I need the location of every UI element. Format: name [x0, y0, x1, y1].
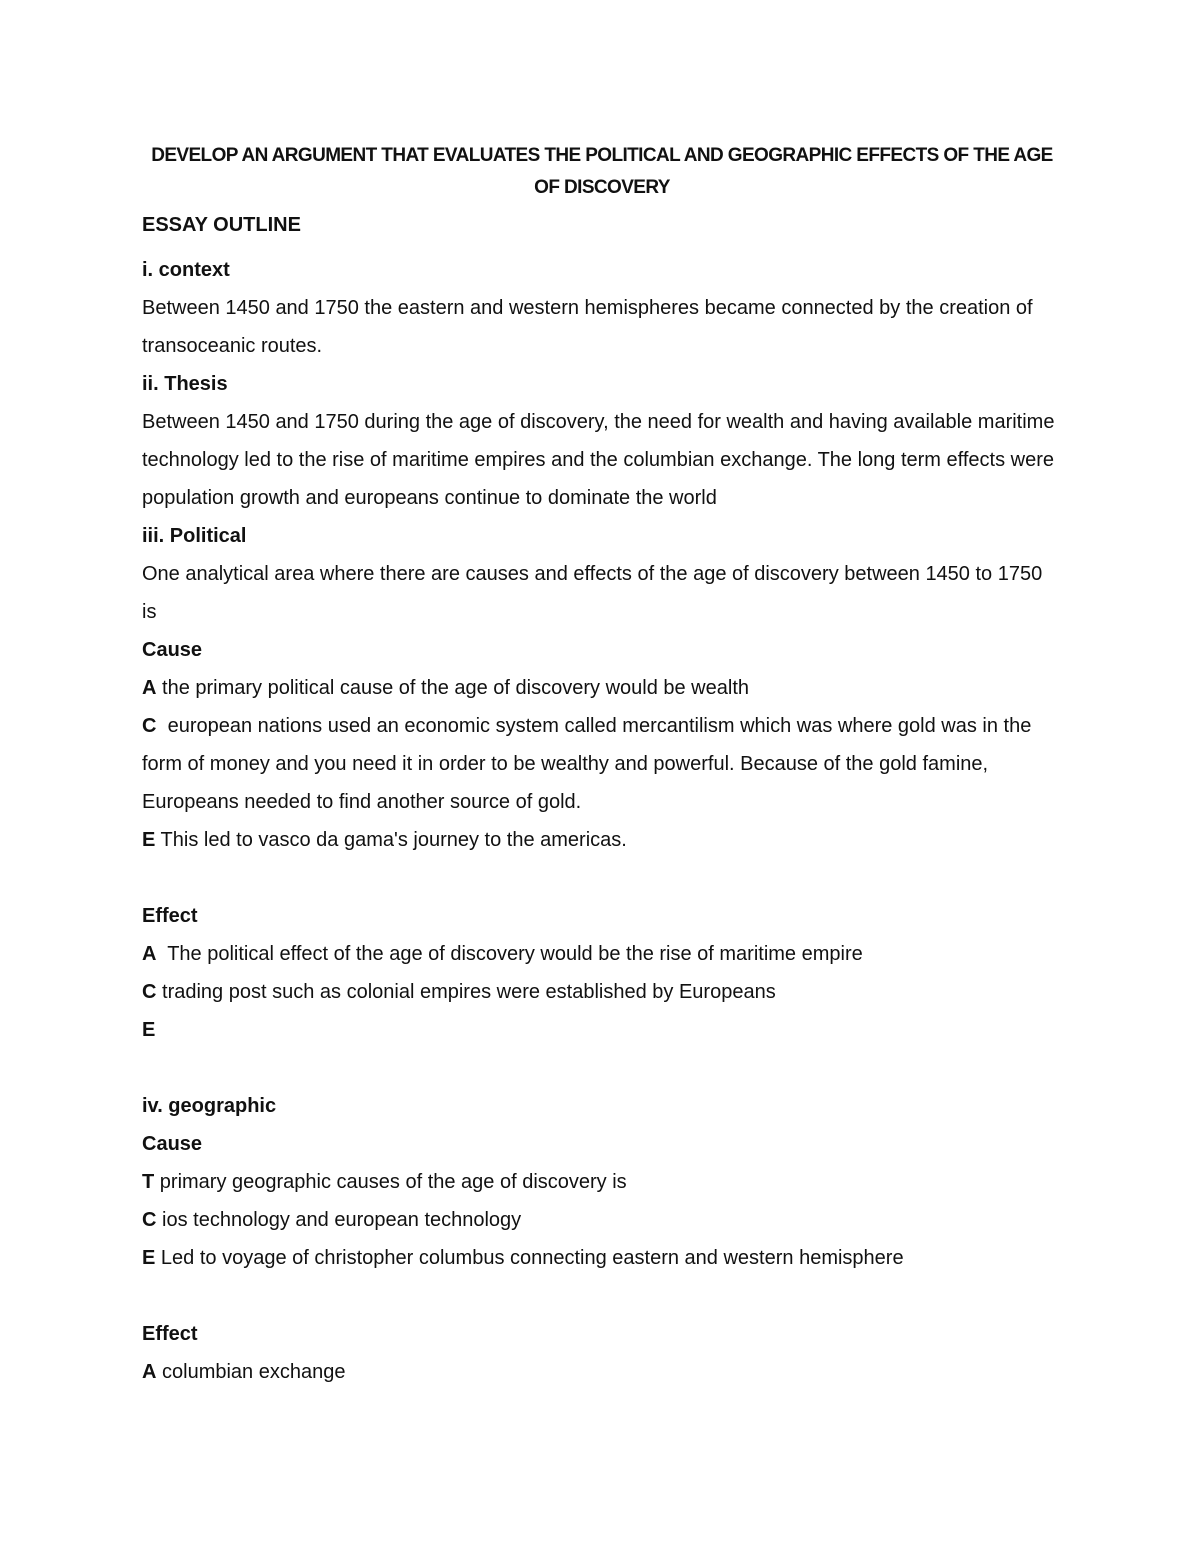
outline-heading: ESSAY OUTLINE — [142, 214, 301, 236]
geographic-effect-heading: Effect — [142, 1323, 198, 1345]
political-cause-heading: Cause — [142, 639, 203, 661]
geographic-cause-e — [142, 1239, 1062, 1277]
blank-line — [142, 859, 1062, 897]
item-text: Led to voyage of christopher columbus connecting eastern and western hemisphere — [160, 1247, 904, 1269]
item-letter: C — [142, 1209, 157, 1231]
political-cause-c — [142, 707, 1062, 821]
item-letter: E — [142, 829, 156, 851]
geographic-cause-c — [142, 1201, 1062, 1239]
item-letter: E — [142, 1019, 156, 1041]
geographic-effect-a — [142, 1353, 1062, 1391]
political-effect-e — [142, 1011, 1062, 1049]
political-cause-e — [142, 821, 1062, 859]
political-heading: iii. Political — [142, 525, 247, 547]
context-text: Between 1450 and 1750 the eastern and western hemispheres became connected by the creation of transoceanic routes. — [142, 297, 1033, 357]
item-letter: A — [142, 677, 157, 699]
political-effect-c — [142, 973, 1062, 1011]
item-text: columbian exchange — [162, 1361, 346, 1383]
political-text: One analytical area where there are causes and effects of the age of discovery between 1450 to 1750 is — [142, 563, 1043, 623]
blank-line — [142, 1277, 1062, 1315]
item-letter: A — [142, 1361, 157, 1383]
item-letter: C — [142, 981, 157, 1003]
item-text: The political effect of the age of discovery would be the rise of maritime empire — [167, 943, 863, 965]
context-heading: i. context — [142, 259, 230, 281]
document-page — [142, 140, 1062, 1391]
item-text: primary geographic causes of the age of discovery is — [159, 1171, 627, 1193]
item-letter: A — [142, 943, 157, 965]
item-letter: T — [142, 1171, 155, 1193]
item-text: european nations used an economic system called mercantilism which was where gold was in the form of money and you need it in order to be wealthy and powerful. Because of the gold famine, Europeans needed to find another source of gold. — [142, 715, 1032, 813]
geographic-cause-t — [142, 1163, 1062, 1201]
item-text: ios technology and european technology — [162, 1209, 522, 1231]
thesis-text: Between 1450 and 1750 during the age of discovery, the need for wealth and having available maritime technology led to the rise of maritime empires and the columbian exchange. The long term effects were population growth and europeans continue to dominate the world — [142, 411, 1055, 509]
political-cause-a — [142, 669, 1062, 707]
political-effect-a — [142, 935, 1062, 973]
item-text: This led to vasco da gama's journey to the americas. — [160, 829, 627, 851]
blank-line — [142, 1049, 1062, 1087]
item-text: trading post such as colonial empires were established by Europeans — [162, 981, 776, 1003]
document-title: DEVELOP AN ARGUMENT THAT EVALUATES THE POLITICAL AND GEOGRAPHIC EFFECTS OF THE AGE OF DISCOVERY — [151, 145, 1053, 198]
item-letter: E — [142, 1247, 156, 1269]
political-effect-heading: Effect — [142, 905, 198, 927]
item-text: the primary political cause of the age of discovery would be wealth — [162, 677, 749, 699]
geographic-cause-heading: Cause — [142, 1133, 203, 1155]
geographic-heading: iv. geographic — [142, 1095, 277, 1117]
thesis-heading: ii. Thesis — [142, 373, 228, 395]
item-letter: C — [142, 715, 157, 737]
